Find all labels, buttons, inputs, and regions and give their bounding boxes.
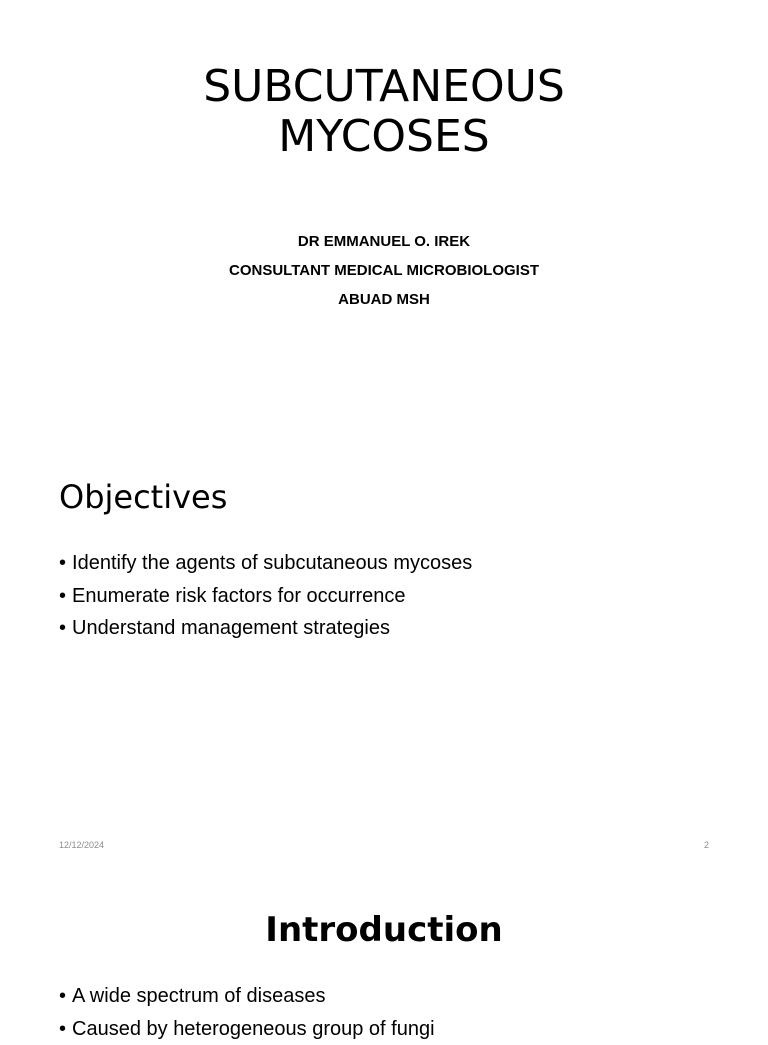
list-item: • Caused by heterogeneous group of fungi [59, 1013, 435, 1045]
introduction-slide [0, 878, 768, 1024]
footer-date: 12/12/2024 [59, 840, 104, 850]
objectives-list [59, 547, 472, 645]
title-line-2: MYCOSES [0, 112, 768, 162]
author-institution: ABUAD MSH [0, 285, 768, 314]
objectives-heading: Objectives [59, 477, 227, 517]
list-item: • Identify the agents of subcutaneous mycoses [59, 547, 472, 580]
title-slide [0, 0, 768, 430]
introduction-heading: Introduction [0, 910, 768, 950]
list-item: • A wide spectrum of diseases [59, 980, 435, 1013]
author-name: DR EMMANUEL O. IREK [0, 227, 768, 256]
title-line-1: SUBCUTANEOUS [0, 62, 768, 112]
slide-number: 2 [704, 840, 709, 850]
introduction-list [59, 980, 435, 1045]
objectives-slide [0, 430, 768, 860]
list-item: • Enumerate risk factors for occurrence [59, 580, 472, 613]
slide-title [0, 62, 768, 162]
author-block [0, 227, 768, 314]
author-role: CONSULTANT MEDICAL MICROBIOLOGIST [0, 256, 768, 285]
list-item: • Understand management strategies [59, 612, 472, 645]
